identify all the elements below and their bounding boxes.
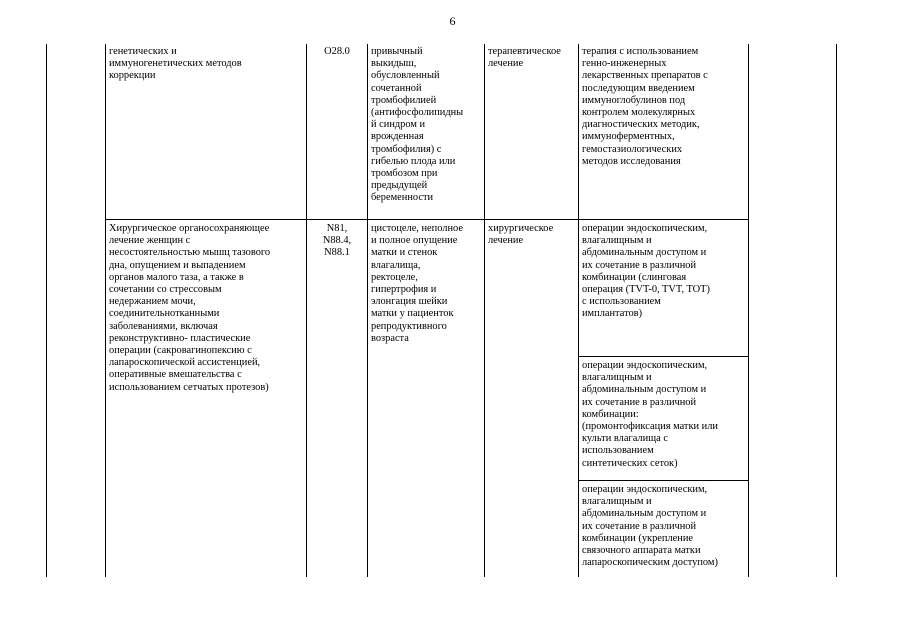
row2-model-cell: цистоцеле, неполное и полное опущение матки и стенок влагалища, ректоцеле, гипертрофия и элонгация шейки матки у пациенток репродуктивного возраста [371,223,463,344]
row1-model-cell: привычный выкидыш, обусловленный сочетанной тромбофилией (антифосфолипидны й синдром и врожденная тромбофилия) с гибелью плода или тромбозом при предыдущей беременности [371,46,464,204]
row2-name-cell: Хирургическое органосохраняющее лечение женщин с несостоятельностью мышц тазового дна, опущением и выпадением органов малого таза, а также в сочетании со стрессовым недержанием мочи, соединительнотканными заболеваниями, включая реконструктивно- пластические операции (сакровагинопексию с лапароскопической ассистенцией, оперативные вмешательства с использованием сетчатых протезов) [109,223,271,393]
page-number: 6 [449,14,456,28]
row2-method-cell-3: операции эндоскопическим, влагалищным и абдоминальным доступом и их сочетание в различной комбинации (укрепление связочного аппарата матки лапароскопическим доступом) [582,484,718,569]
row2-code-cell: N81, N88.4, N88.1 [322,223,352,259]
table-divider-type [484,44,485,577]
row1-code-cell: O28.0 [324,46,350,57]
row-separator [105,219,749,220]
right-margin-rule [836,44,837,577]
row1-name-cell: генетических и иммуногенетических методов коррекции [109,46,242,82]
row2-method-cell-1: операции эндоскопическим, влагалищным и абдоминальным доступом и их сочетание в различной комбинации (слинговая операция (TVT-0, TVT, TOT) с использованием имплантатов) [582,223,710,320]
row1-method-cell: терапия с использованием генно-инженерных лекарственных препаратов с последующим введением иммуноглобулинов под контролем молекулярных диагностических методик, иммуноферментных, гемостазиологических методов исследования [582,46,708,167]
row2-type-cell: хирургическое лечение [488,223,554,247]
table-border-right [748,44,749,577]
method-separator-1 [578,356,749,357]
row2-method-cell-2: операции эндоскопическим, влагалищным и абдоминальным доступом и их сочетание в различной комбинации: (промонтофиксация матки или культи влагалища с использованием синтетических сеток) [582,360,718,469]
left-margin-rule [46,44,47,577]
row1-type-cell: терапевтическое лечение [488,46,561,70]
method-separator-2 [578,480,749,481]
table-divider-code [306,44,307,577]
